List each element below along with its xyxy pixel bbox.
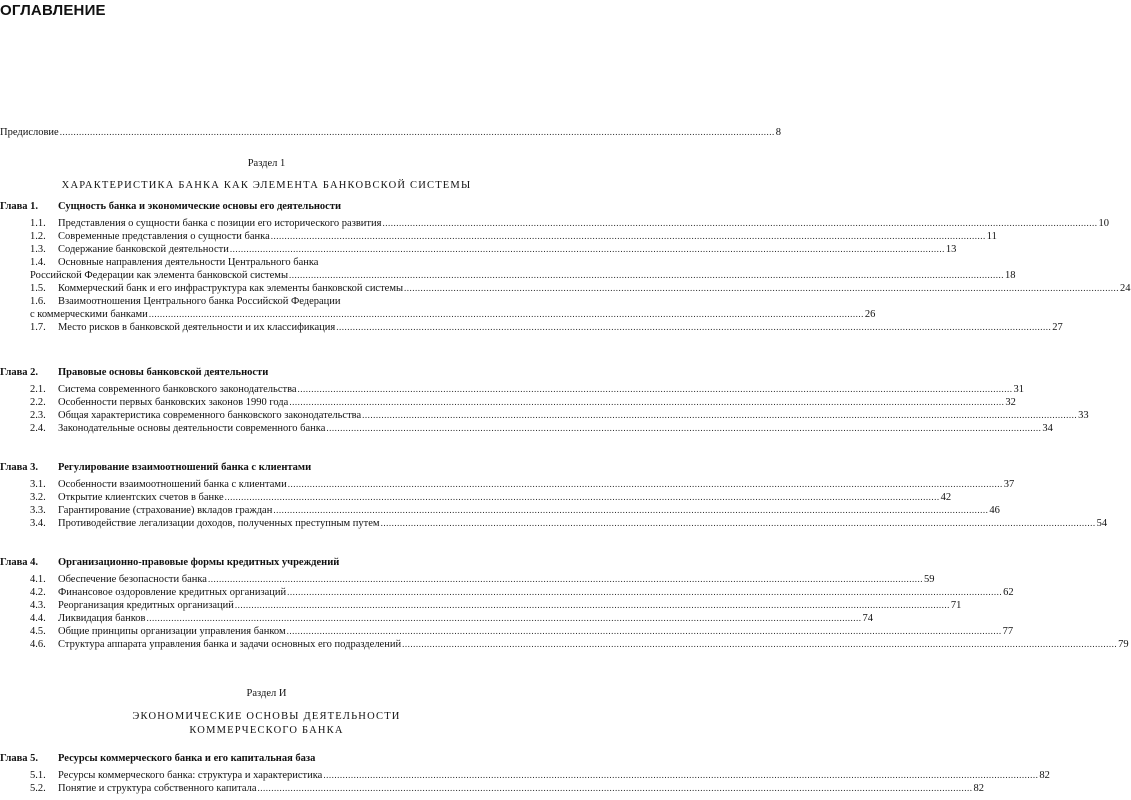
toc-entry-number: 4.5. [30,626,46,637]
dot-leader [381,517,1096,530]
dot-leader [287,625,1002,638]
toc-entry-title: Место рисков в банковской деятельности и их классификация [58,322,336,333]
chapter-label: Глава 1. [0,201,39,212]
toc-entry-page: 13 [945,244,957,255]
dot-leader [235,599,950,612]
toc-entry-page: 62 [1003,587,1014,598]
toc-entry-page: 18 [1005,270,1016,281]
toc-entry-page: 32 [1005,397,1016,408]
toc-entry-number: 4.4. [30,613,46,624]
toc-entry-continuation[interactable] [0,308,876,321]
dot-leader [271,230,986,243]
dot-leader [382,217,1097,230]
toc-entry-page: 42 [940,492,952,503]
toc-entry-page: 37 [1003,479,1015,490]
toc-entry[interactable] [0,321,1063,334]
toc-entry-number: 1.6. [30,296,46,307]
chapter-label: Глава 5. [0,753,39,764]
dot-leader [273,504,988,517]
toc-entry-number: 4.1. [30,574,46,585]
section-title-line-1: ЭКОНОМИЧЕСКИЕ ОСНОВЫ ДЕЯТЕЛЬНОСТИ [132,711,401,722]
toc-entry-number: 3.4. [30,518,46,529]
dot-leader [323,769,1038,782]
chapter-heading[interactable] [0,556,529,569]
toc-entry-title: Реорганизация кредитных организаций [58,600,234,611]
toc-entry-page: 26 [864,309,876,320]
toc-entry-title: Представления о сущности банка с позиции его исторического развития [58,218,382,229]
toc-entry-title: Гарантирование (страхование) вкладов граждан [58,505,273,516]
toc-entry[interactable] [0,396,1016,409]
chapter-heading[interactable] [0,461,529,474]
dot-leader [287,586,1002,599]
toc-entry-title: Законодательные основы деятельности современного банка [58,423,326,434]
toc-entry-page: 82 [973,783,984,794]
toc-entry-number: 1.1. [30,218,46,229]
chapter-4 [0,556,1129,651]
toc-entry-title: Предисловие [0,127,59,138]
toc-entry[interactable] [0,282,1131,295]
toc-entry-page: 74 [862,613,874,624]
toc-entry-page: 24 [1120,283,1131,294]
toc-entry[interactable] [0,230,997,243]
chapter-heading[interactable] [0,200,529,213]
toc-entry-number: 2.2. [30,397,46,408]
dot-leader [336,321,1051,334]
dot-leader [289,269,1004,282]
toc-entry-number: 1.4. [30,257,46,268]
toc-entry-number: 3.2. [30,492,46,503]
toc-entry[interactable] [0,599,962,612]
toc-entry-page: 10 [1098,218,1109,229]
chapter-label: Глава 4. [0,557,39,568]
chapter-title: Правовые основы банковской деятельности [58,367,269,378]
toc-entry-number: 4.2. [30,587,46,598]
chapter-1 [0,200,1131,334]
toc-entry-title: Содержание банковской деятельности [58,244,229,255]
dot-leader [288,478,1003,491]
toc-entry-number: 3.3. [30,505,46,516]
toc-entry[interactable] [0,422,1053,435]
page-title: ОГЛАВЛЕНИЕ [0,2,106,19]
toc-entry-number: 4.3. [30,600,46,611]
chapter-title: Сущность банка и экономические основы его деятельности [58,201,342,212]
section-label: Раздел 1 [247,158,286,169]
dot-leader [258,782,973,795]
toc-entry-title-cont: Российской Федерации как элемента банковской системы [30,270,289,281]
toc-entry-page: 54 [1096,518,1108,529]
chapter-label: Глава 2. [0,367,39,378]
chapter-heading[interactable] [0,366,529,379]
toc-entry[interactable] [0,638,1129,651]
dot-leader [230,243,945,256]
toc-entry[interactable] [0,491,952,504]
toc-entry-number: 4.6. [30,639,46,650]
toc-entry[interactable] [0,625,1014,638]
toc-entry-number: 1.7. [30,322,46,333]
toc-entry-page: 31 [1013,384,1025,395]
toc-entry-title: Взаимоотношения Центрального банка Российской Федерации [58,296,341,307]
toc-entry-page: 59 [923,574,935,585]
toc-entry[interactable] [0,243,957,256]
chapter-2 [0,366,1089,435]
toc-entry-title: Особенности первых банковских законов 1990 года [58,397,289,408]
toc-entry-page: 77 [1002,626,1014,637]
dot-leader [208,573,923,586]
dot-leader [298,383,1013,396]
chapter-items [0,573,1129,651]
toc-entry-number: 5.1. [30,770,46,781]
section-label: Раздел И [246,688,287,699]
toc-entry-page: 82 [1039,770,1050,781]
toc-entry[interactable] [0,517,1108,530]
dot-leader [147,612,862,625]
toc-entry-page: 34 [1042,423,1053,434]
chapter-label: Глава 3. [0,462,39,473]
dot-leader [60,126,775,139]
toc-entry-number: 3.1. [30,479,46,490]
chapter-items [0,217,1131,334]
toc-entry-page: 11 [986,231,997,242]
toc-entry-number: 5.2. [30,783,46,794]
toc-entry-title: Современные представления о сущности банка [58,231,270,242]
chapter-items [0,478,1108,530]
dot-leader [149,308,864,321]
toc-entry-continuation[interactable] [0,269,1016,282]
toc-entry[interactable] [0,256,529,269]
toc-entry[interactable] [0,295,529,308]
section-title: ХАРАКТЕРИСТИКА БАНКА КАК ЭЛЕМЕНТА БАНКОВСКОЙ СИСТЕМЫ [61,180,472,191]
dot-leader [402,638,1117,651]
toc-entry-page: 8 [775,127,781,138]
chapter-items [0,769,1050,795]
toc-entry[interactable] [0,504,1000,517]
toc-entry[interactable] [0,478,1015,491]
toc-entry[interactable] [0,586,1014,599]
toc-entry-title: Понятие и структура собственного капитала [58,783,257,794]
toc-entry-title: Общая характеристика современного банковского законодательства [58,410,362,421]
toc-entry-title: Особенности взаимоотношений банка с клиентами [58,479,287,490]
dot-leader [362,409,1077,422]
toc-entry-title: Структура аппарата управления банка и задачи основных его подразделений [58,639,402,650]
toc-entry-page: 71 [950,600,962,611]
toc-entry-number: 2.1. [30,384,46,395]
toc-entry-title: Общие принципы организации управления банком [58,626,286,637]
toc-entry-title: Обеспечение безопасности банка [58,574,207,585]
toc-entry-preface[interactable] [0,126,781,139]
toc-entry-number: 2.4. [30,423,46,434]
dot-leader [289,396,1004,409]
toc-entry[interactable] [0,383,1025,396]
chapter-3 [0,461,1108,530]
toc-entry[interactable] [0,782,984,795]
toc-entry-title: Ресурсы коммерческого банка: структура и характеристика [58,770,323,781]
toc-entry[interactable] [0,573,935,586]
chapter-title: Организационно-правовые формы кредитных учреждений [58,557,340,568]
dot-leader [326,422,1041,435]
toc-entry-title: Ликвидация банков [58,613,146,624]
toc-entry-title: Финансовое оздоровление кредитных организаций [58,587,287,598]
toc-entry-title: Противодействие легализации доходов, полученных преступным путем [58,518,380,529]
chapter-title: Регулирование взаимоотношений банка с клиентами [58,462,312,473]
chapter-5 [0,752,1050,795]
toc-entry-page: 27 [1052,322,1063,333]
toc-entry-title: Открытие клиентских счетов в банке [58,492,224,503]
toc-entry[interactable] [0,612,874,625]
toc-entry-title: Коммерческий банк и его инфраструктура как элементы банковской системы [58,283,404,294]
toc-entry[interactable] [0,409,1089,422]
toc-entry-page: 79 [1118,639,1129,650]
chapter-title: Ресурсы коммерческого банка и его капитальная база [58,753,316,764]
toc-entry-number: 1.2. [30,231,46,242]
toc-entry-page: 33 [1078,410,1089,421]
dot-leader [404,282,1119,295]
toc-entry[interactable] [0,769,1050,782]
dot-leader [225,491,940,504]
toc-entry[interactable] [0,217,1109,230]
toc-entry-title: Основные направления деятельности Центрального банка [58,257,319,268]
toc-entry-number: 2.3. [30,410,46,421]
section-title-line-2: КОММЕРЧЕСКОГО БАНКА [189,725,344,736]
toc-entry-title: Система современного банковского законодательства [58,384,297,395]
toc-entry-title-cont: с коммерческими банками [30,309,148,320]
toc-entry-number: 1.5. [30,283,46,294]
chapter-heading[interactable] [0,752,529,765]
toc-entry-number: 1.3. [30,244,46,255]
chapter-items [0,383,1089,435]
toc-entry-page: 46 [989,505,1000,516]
